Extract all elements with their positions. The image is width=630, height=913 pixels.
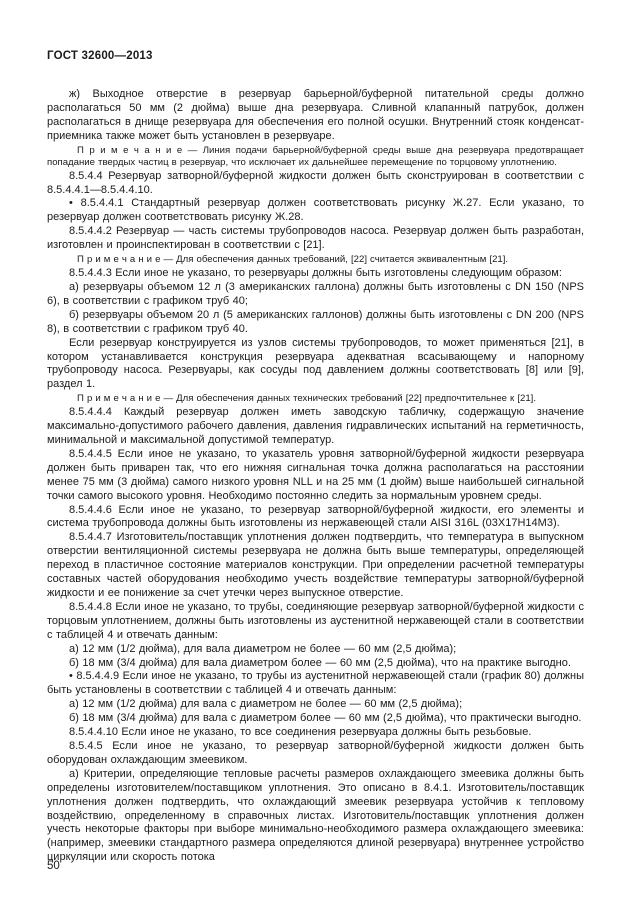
paragraph: 8.5.4.4 Резервуар затворной/буферной жидкости должен быть сконструирован в соответствии с 8.5.4.4.1—8.5.4.4.10. [47,169,584,196]
note-paragraph: П р и м е ч а н и е — Для обеспечения данных требований, [22] считается эквивалентным [21]. [77,254,509,266]
paragraph: 8.5.4.4.5 Если иное не указано, то указатель уровня затворной/буферной жидкости резервуара должен быть приварен так, что его нижняя сигнальная точка должна располагаться на расстоянии менее 75 мм (3 дюйма) самого низкого уровня NLL и на 25 мм (1 дюйм) выше наибольшей сигнальной точки самого высокого уровня. Необходимо постоянно следить за нормальным уровнем среды. [47,447,584,502]
paragraph: б) резервуары объемом 20 л (5 американских галлонов) должны быть изготовлены с DN 200 (NPS 8), в соответствии с графиком труб 40. [47,308,584,335]
paragraph: 8.5.4.4.10 Если иное не указано, то все соединения резервуара должны быть резьбовые. [69,726,532,739]
paragraph: а) Критерии, определяющие тепловые расчеты размеров охлаждающего змеевика должны быть определены изготовителем/поставщиком уплотнения. Это описано в 8.4.1. Изготовитель/поставщик уплотнения должен подтвердить, что охлаждающий змеевик резервуара устойчив к тепловому воздействию, определенному в справочных листах. Изготовитель/поставщик уплотнения должен учесть некоторые факторы при выборе минимально-необходимого размера охлаждающего змеевика: (например, змеевики стандартного размера определяются длиной резервуара) внутреннее устройство циркуляции или скорость потока [47,767,584,864]
note-paragraph: П р и м е ч а н и е — Линия подачи барьерной/буферной среды выше дна резервуара предотвращает попадание твердых частиц в резервуар, что исключает их дальнейшее перемещение по торцовому уплотнению. [47,144,584,168]
paragraph: б) 18 мм (3/4 дюйма) для вала диаметром более — 60 мм (2,5 дюйма), что на практике выгодно. [69,656,571,669]
paragraph: а) резервуары объемом 12 л (3 американских галлона) должны быть изготовлены с DN 150 (NPS 6), в соответствии с графиком труб 40; [47,280,584,307]
paragraph: 8.5.4.4.4 Каждый резервуар должен иметь заводскую табличку, содержащую значение максимально-допустимого рабочего давления, давления гидравлических испытаний на герметичность, минимальной и максимальной допустимой температур. [47,406,584,447]
paragraph: • 8.5.4.4.9 Если иное не указано, то трубы из аустенитной нержавеющей стали (график 80) должны быть установлены в соответствии с таблицей 4 и отвечать данным: [47,670,584,697]
paragraph: 8.5.4.4.6 Если иное не указано, то резервуар затворной/буферной жидкости, его элементы и система трубопровода должны быть изготовлены из нержавеющей стали AISI 316L (03Х17Н14М3). [47,503,584,530]
paragraph: Если резервуар конструируется из узлов системы трубопроводов, то может применяться [21], в котором устанавливается конструкция резервуара адекватная всасывающему и напорному трубопроводу насоса. Резервуары, как сосуды под давлением должны соответствовать [8] или [9], раздел 1. [47,336,584,391]
paragraph: 8.5.4.4.7 Изготовитель/поставщик уплотнения должен подтвердить, что температура в выпускном отверстии вентиляционной системы резервуара не должна быть выше температуры, определяющей переход в пластичное состояние материалов конструкции. При определении расчетной температуры составных частей оборудования необходимо учесть воздействие температуры затворной/буферной жидкости и ее понижение за счет утечки через выпускное отверстие. [47,531,584,599]
paragraph: • 8.5.4.4.1 Стандартный резервуар должен соответствовать рисунку Ж.27. Если указано, то резервуар должен соответствовать рисунку Ж.28. [47,197,584,224]
document-content [47,50,584,865]
paragraph: 8.5.4.4.3 Если иное не указано, то резервуары должны быть изготовлены следующим образом: [69,267,562,280]
page-number: 50 [47,860,60,872]
paragraph: б) 18 мм (3/4 дюйма) для вала с диаметром более — 60 мм (2,5 дюйма), что практически выгодно. [69,712,582,725]
paragraph: а) 12 мм (1/2 дюйма), для вала диаметром не более — 60 мм (2,5 дюйма); [69,642,457,655]
document-header: ГОСТ 32600—2013 [47,50,153,62]
paragraph: 8.5.4.4.2 Резервуар — часть системы трубопроводов насоса. Резервуар должен быть разработан, изготовлен и проинспектирован в соответствии с [21]. [47,225,584,252]
note-paragraph: П р и м е ч а н и е — Для обеспечения данных технических требований [22] предпочтительнее к [21]. [77,393,536,405]
document-body [47,88,584,865]
paragraph: 8.5.4.5 Если иное не указано, то резервуар затворной/буферной жидкости должен быть оборудован охлаждающим змеевиком. [47,739,584,766]
paragraph: ж) Выходное отверстие в резервуар барьерной/буферной питательной среды должно располагаться 50 мм (2 дюйма) выше дна резервуара. Сливной клапанный патрубок, должен располагаться в днище резервуара для обеспечения его полной осушки. Внутренний стояк конденсат-приемника также может быть установлен в резервуаре. [47,88,584,142]
paragraph: 8.5.4.4.8 Если иное не указано, то трубы, соединяющие резервуар затворной/буферной жидкости с торцовым уплотнением, должны быть изготовлены из аустенитной нержавеющей стали в соответствии с таблицей 4 и отвечать данным: [47,600,584,641]
paragraph: а) 12 мм (1/2 дюйма) для вала с диаметром не более — 60 мм (2,5 дюйма); [69,698,463,711]
